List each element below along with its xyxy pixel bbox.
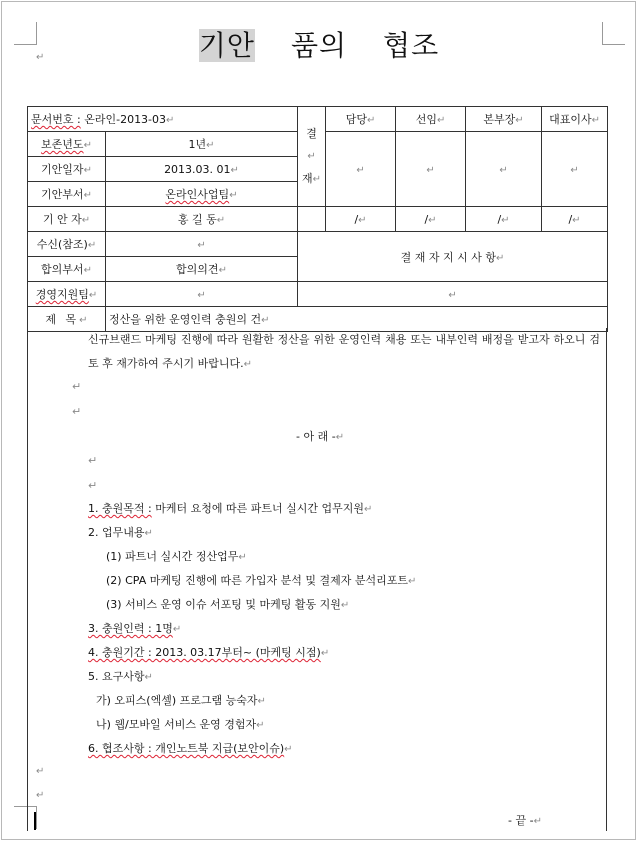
item-2-3: (3) 서비스 운영 이슈 서포팅 및 마케팅 활동 지원↵ — [106, 598, 350, 611]
approval-instructions: 결 재 자 지 시 사 항↵ — [298, 232, 608, 282]
approval-table — [27, 106, 608, 332]
end-mark: - 끝 -↵ — [508, 814, 542, 827]
item-1: 1. 충원목적 : 마케터 요청에 따른 파트너 실시간 업무지원↵ — [88, 502, 373, 515]
retention-label: 보존년도↵ — [28, 132, 106, 157]
document-title — [0, 24, 638, 64]
subject-label: 제 목↵ — [28, 307, 106, 332]
title-cooperation: 협조 — [383, 29, 440, 62]
text-cursor — [34, 812, 36, 830]
intro-paragraph: 신규브랜드 마케팅 진행에 따라 원활한 정산을 위한 운영인력 채용 또는 내부인력 배정을 받고자 하오니 검토 후 재가하여 주시기 바랍니다.↵ — [88, 333, 600, 370]
sign-box: ↵ — [396, 132, 466, 207]
approval-side-label: 결 ↵ 재↵ — [298, 107, 326, 207]
date-slash: /↵ — [466, 207, 542, 232]
mgmt-support-value: ↵ — [106, 282, 298, 307]
subject-value: 정산을 위한 운영인력 충원의 건↵ — [106, 307, 608, 332]
item-2-1: (1) 파트너 실시간 정산업무↵ — [106, 550, 247, 563]
recipient-value: ↵ — [106, 232, 298, 257]
draft-date-value: 2013.03. 01↵ — [106, 157, 298, 182]
retention-value: 1년↵ — [106, 132, 298, 157]
instructions-value: ↵ — [298, 282, 608, 307]
item-5: 5. 요구사항↵ — [88, 670, 153, 683]
sign-box: ↵ — [326, 132, 396, 207]
sign-box: ↵ — [466, 132, 542, 207]
draft-date-label: 기안일자↵ — [28, 157, 106, 182]
item-3: 3. 충원인력 : 1명↵ — [88, 622, 182, 635]
doc-number-cell: 문서번호 : 온라인-2013-03↵ — [28, 107, 298, 132]
drafter-label: 기 안 자↵ — [28, 207, 106, 232]
date-slash: /↵ — [542, 207, 608, 232]
date-slash: /↵ — [396, 207, 466, 232]
item-5-1: 가) 오피스(엑셀) 프로그램 능숙자↵ — [96, 694, 266, 707]
drafter-value: 홍 길 동↵ — [106, 207, 298, 232]
title-draft: 기안 — [198, 29, 255, 62]
draft-dept-value: 온라인사업팀↵ — [106, 182, 298, 207]
item-4: 4. 충원기간 : 2013. 03.17부터~ (마케팅 시점)↵ — [88, 646, 330, 659]
item-5-2: 나) 웹/모바일 서비스 운영 경험자↵ — [96, 718, 265, 731]
sign-box: ↵ — [542, 132, 608, 207]
consult-dept-label: 합의부서↵ — [28, 257, 106, 282]
approver-header: 대표이사↵ — [542, 107, 608, 132]
para-mark: ↵ — [36, 52, 45, 63]
item-6: 6. 협조사항 : 개인노트북 지급(보안이슈)↵ — [88, 742, 293, 755]
below-heading: - 아 래 -↵ — [296, 430, 345, 443]
consult-dept-value: 합의의견↵ — [106, 257, 298, 282]
item-2-2: (2) CPA 마케팅 진행에 따른 가입자 분석 및 결제자 분석리포트↵ — [106, 574, 417, 587]
approval-side-empty — [298, 207, 326, 232]
item-2: 2. 업무내용↵ — [88, 526, 153, 539]
document-body: 신규브랜드 마케팅 진행에 따라 원활한 정산을 위한 운영인력 채용 또는 내부인력 배정을 받고자 하오니 검토 후 재가하여 주시기 바랍니다.↵ ↵ ↵ - 아 래 -↵ ↵ ↵ 1. 충원목적 : 마케터 요청에 따른 파트너 실시간 업무지원↵ 2. 업무내용↵ (1) 파트너 실시간 정산업무↵ (2) CPA 마케팅 진행에 따른 가입자 분석 및 결제자 분석리포트↵ (3) 서비스 운영 이슈 서포팅 및 마케팅 활동 지원↵ 3. 충원인력 : 1명↵ 4. 충원기간 : 2013. 03.17부터~ (마케팅 시점)↵ 5. 요구사항↵ 가) 오피스(엑셀) 프로그램 능숙자↵ 나) 웹/모바일 서비스 운영 경험자↵ 6. 협조사항 : 개인노트북 지급(보안이슈)↵ - 끝 -↵ — [27, 328, 607, 831]
recipient-label: 수신(참조)↵ — [28, 232, 106, 257]
approver-header: 담당↵ — [326, 107, 396, 132]
approver-header: 본부장↵ — [466, 107, 542, 132]
date-slash: /↵ — [326, 207, 396, 232]
mgmt-support-label: 경영지원팀↵ — [28, 282, 106, 307]
approver-header: 선임↵ — [396, 107, 466, 132]
draft-dept-label: 기안부서↵ — [28, 182, 106, 207]
title-proposal: 품의 — [290, 29, 348, 62]
